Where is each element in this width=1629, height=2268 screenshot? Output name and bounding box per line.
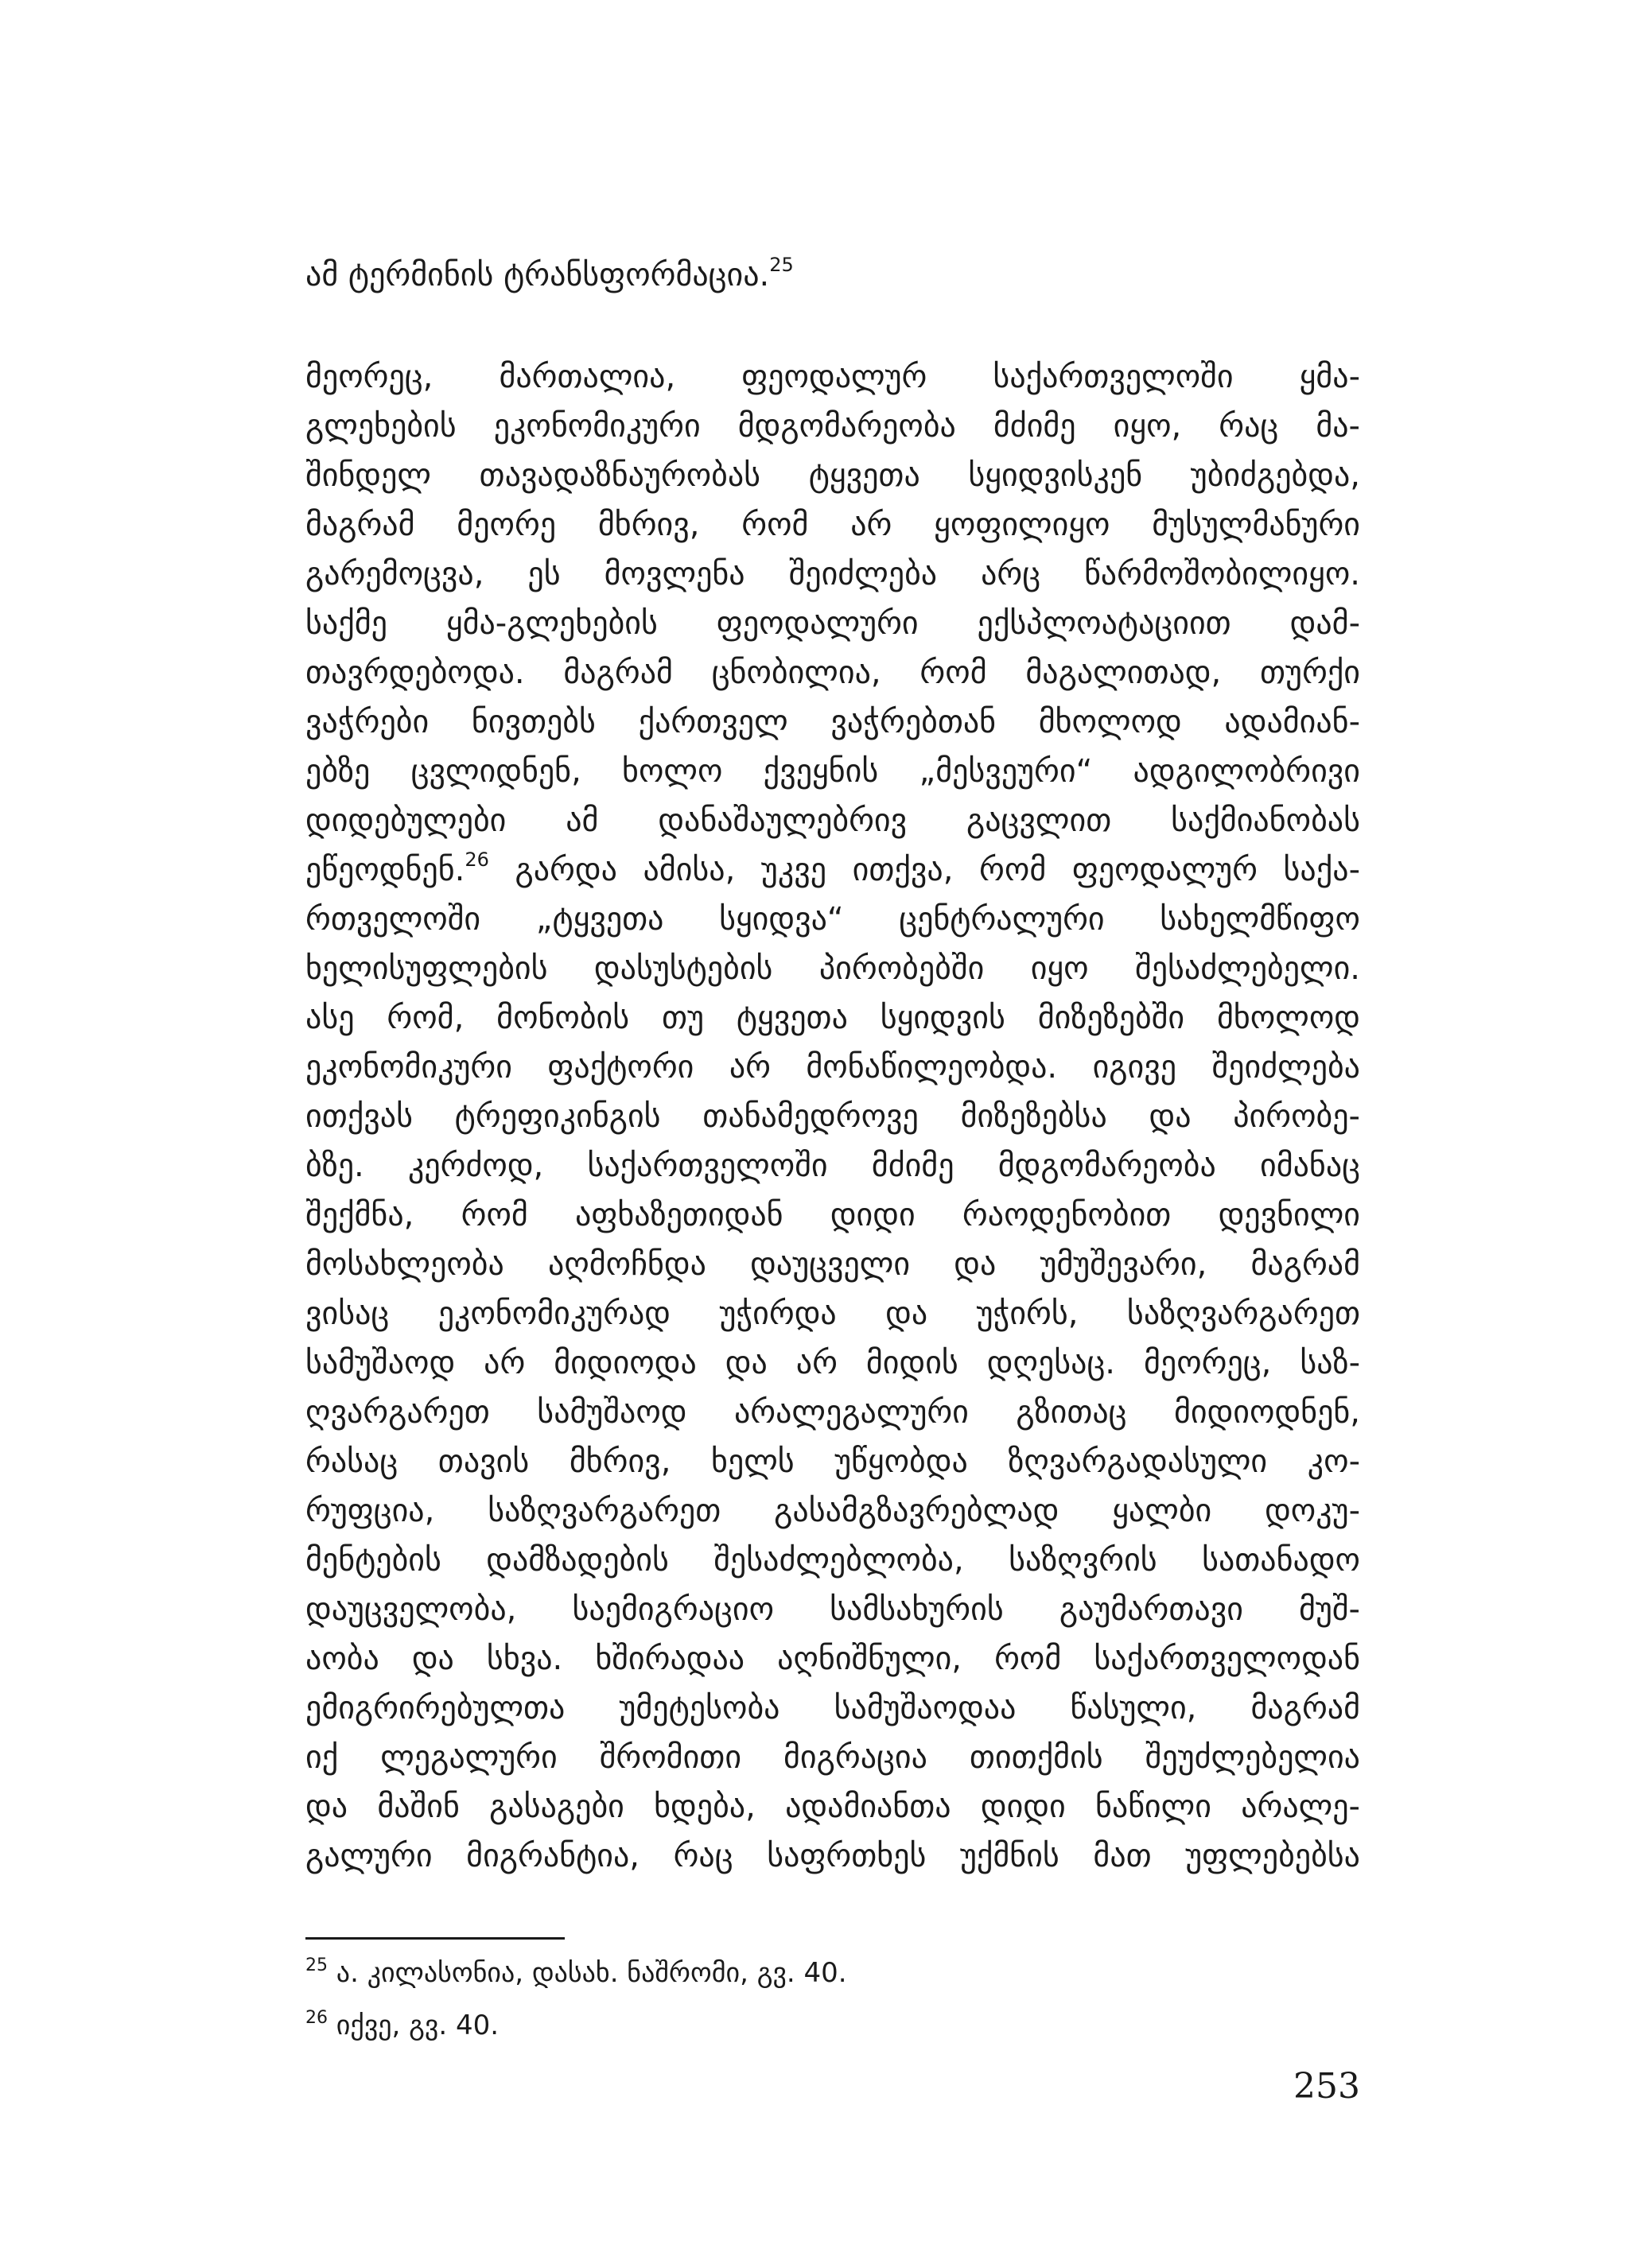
- paragraph-line: დიდებულები ამ დანაშაულებრივ გაცვლით საქმიანობას: [305, 802, 1360, 839]
- paragraph-line: შინდელ თავადაზნაურობას ტყვეთა სყიდვისკენ უბიძგებდა,: [305, 457, 1360, 494]
- paragraph-line: რასაც თავის მხრივ, ხელს უწყობდა ზღვარგადასული კო-: [305, 1443, 1360, 1480]
- footnote-26: [305, 2006, 1360, 2045]
- intro-line: [305, 251, 1360, 299]
- footnote-text: იქვე, გვ. 40.: [328, 2010, 500, 2041]
- line-text: გარდა ამისა, უკვე ითქვა, რომ ფეოდალურ საქა-: [488, 852, 1360, 888]
- paragraph-line: [305, 846, 1360, 894]
- paragraph-line: ხელისუფლების დასუსტების პირობებში იყო შესაძლებელი.: [305, 950, 1360, 987]
- paragraph-line: გლეხების ეკონომიკური მდგომარეობა მძიმე იყო, რაც მა-: [305, 408, 1360, 445]
- paragraph-line: ბზე. კერძოდ, საქართველოში მძიმე მდგომარეობა იმანაც: [305, 1148, 1360, 1184]
- paragraph-line: და მაშინ გასაგები ხდება, ადამიანთა დიდი ნაწილი არალე-: [305, 1788, 1360, 1825]
- paragraph-line: თავრდებოდა. მაგრამ ცნობილია, რომ მაგალითად, თურქი: [305, 654, 1360, 691]
- paragraph-line: გარემოცვა, ეს მოვლენა შეიძლება არც წარმოშობილიყო.: [305, 556, 1360, 592]
- footnote-number: 26: [305, 2008, 328, 2028]
- paragraph-line: ემიგრირებულთა უმეტესობა სამუშაოდაა წასული, მაგრამ: [305, 1690, 1360, 1726]
- paragraph-line: რთველოში „ტყვეთა სყიდვა“ ცენტრალური სახელმწიფო: [305, 901, 1360, 938]
- paragraph-line: ითქვას ტრეფიკინგის თანამედროვე მიზეზებსა და პირობე-: [305, 1098, 1360, 1135]
- footnote-separator: [305, 1937, 565, 1940]
- paragraph-line: გალური მიგრანტია, რაც საფრთხეს უქმნის მათ უფლებებსა: [305, 1838, 1360, 1874]
- paragraph-line: ასე რომ, მონობის თუ ტყვეთა სყიდვის მიზეზებში მხოლოდ: [305, 1000, 1360, 1036]
- footnote-25: [305, 1953, 1360, 1993]
- paragraph-line: სამუშაოდ არ მიდიოდა და არ მიდის დღესაც. მეორეც, საზ-: [305, 1345, 1360, 1381]
- intro-text: ამ ტერმინის ტრანსფორმაცია.: [305, 257, 770, 293]
- paragraph-line: მოსახლეობა აღმოჩნდა დაუცველი და უმუშევარი, მაგრამ: [305, 1246, 1360, 1283]
- footnote-text: ა. კილასონია, დასახ. ნაშრომი, გვ. 40.: [328, 1957, 847, 1989]
- paragraph-line: შექმნა, რომ აფხაზეთიდან დიდი რაოდენობით დევნილი: [305, 1197, 1360, 1233]
- paragraph-line: ებზე ცვლიდნენ, ხოლო ქვეყნის „მესვეური“ ადგილობრივი: [305, 753, 1360, 790]
- paragraph-line: მაგრამ მეორე მხრივ, რომ არ ყოფილიყო მუსულმანური: [305, 507, 1360, 543]
- page-number: 253: [1293, 2066, 1360, 2107]
- paragraph-line: ეკონომიკური ფაქტორი არ მონაწილეობდა. იგივე შეიძლება: [305, 1049, 1360, 1085]
- footnote-number: 25: [305, 1955, 328, 1975]
- footnote-ref-25: 25: [769, 254, 794, 276]
- paragraph-line: საქმე ყმა-გლეხების ფეოდალური ექსპლოატაციით დამ-: [305, 605, 1360, 642]
- paragraph-line: აობა და სხვა. ხშირადაა აღნიშნული, რომ საქართველოდან: [305, 1641, 1360, 1677]
- paragraph-line: რუფცია, საზღვარგარეთ გასამგზავრებლად ყალბი დოკუ-: [305, 1493, 1360, 1529]
- paragraph-line: ვისაც ეკონომიკურად უჭირდა და უჭირს, საზღვარგარეთ: [305, 1295, 1360, 1332]
- line-text: ეწეოდნენ.: [305, 852, 465, 888]
- paragraph-line: მეორეც, მართალია, ფეოდალურ საქართველოში ყმა-: [305, 359, 1360, 395]
- paragraph-line: დაუცველობა, საემიგრაციო სამსახურის გაუმართავი მუშ-: [305, 1591, 1360, 1628]
- footnote-ref-26: 26: [465, 849, 489, 871]
- paragraph-line: მენტების დამზადების შესაძლებლობა, საზღვრის სათანადო: [305, 1542, 1360, 1579]
- paragraph-line: ღვარგარეთ სამუშაოდ არალეგალური გზითაც მიდიოდნენ,: [305, 1394, 1360, 1431]
- paragraph-line: ვაჭრები ნივთებს ქართველ ვაჭრებთან მხოლოდ ადამიან-: [305, 704, 1360, 740]
- paragraph-line: იქ ლეგალური შრომითი მიგრაცია თითქმის შეუძლებელია: [305, 1739, 1360, 1776]
